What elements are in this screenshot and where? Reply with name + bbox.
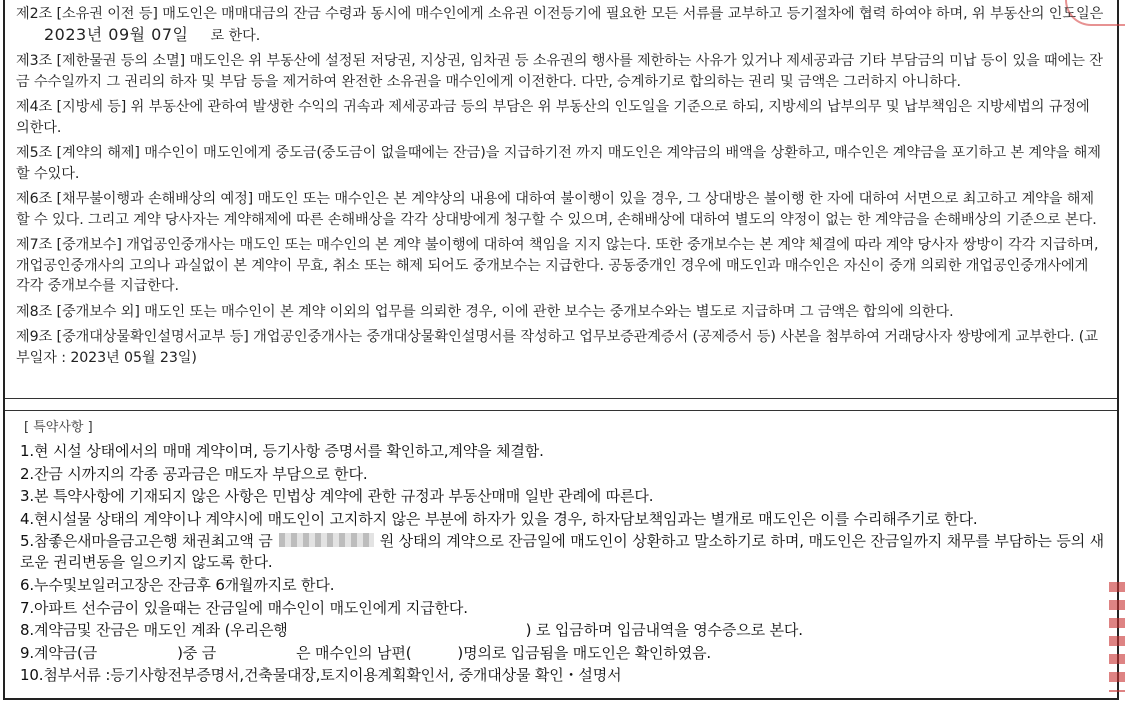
article-5 bbox=[16, 143, 1104, 184]
special-item-8-start: 8.계약금및 잔금은 매도인 계좌 (우리은행 bbox=[20, 621, 288, 640]
special-item-8-end: ) 로 입금하며 입금내역을 영수증으로 본다. bbox=[525, 621, 803, 640]
special-item-1: 1.현 시설 상태에서의 매매 계약이며, 등기사항 증명서를 확인하고,계약을 체결함. bbox=[20, 442, 544, 460]
article-4-head: 제4조 [지방세 등] bbox=[16, 99, 127, 115]
article-6-head: 제6조 [채무불이행과 손해배상의 예정] bbox=[16, 191, 254, 207]
special-item-8 bbox=[20, 620, 1110, 641]
handover-date: 2023년 09월 07일 bbox=[44, 24, 189, 44]
article-2-text-end: 로 한다. bbox=[210, 27, 261, 44]
article-4 bbox=[16, 97, 1104, 138]
article-9-head: 제9조 [중개대상물확인설명서교부 등] bbox=[16, 329, 249, 345]
special-item-7: 7.아파트 선수금이 있을때는 잔금일에 매수인이 매도인에게 지급한다. bbox=[20, 598, 468, 617]
special-item-9-b: )중 금 bbox=[177, 643, 217, 662]
special-item-10: 10.첨부서류 :등기사항전부증명서,건축물대장,토지이용계획확인서, 중개대상물 확인・설명서 bbox=[20, 666, 622, 685]
special-item-5 bbox=[20, 531, 1110, 573]
article-7-head: 제7조 [중개보수] bbox=[16, 237, 122, 253]
special-terms bbox=[20, 416, 1110, 688]
article-2-text: 매도인은 매매대금의 잔금 수령과 동시에 매수인에게 소유권 이전등기에 필요한 모든 서류를 교부하고 등기절차에 협력 하여야 하며, 위 부동산의 인도일은 bbox=[157, 6, 1104, 22]
section-divider-lower bbox=[5, 410, 1117, 411]
article-6-text: 매도인 또는 매수인은 본 계약상의 내용에 대하여 불이행이 있을 경우, 그 상대방은 불이행 한 자에 대하여 서면으로 최고하고 계약을 해제할 수 있다. 그리고 계약 당사자는 계약해제에 따른 손해배상을 각각 상대방에게 청구할 수 있으며, 손해배상에 대하여 별도의 약정이 없는 한 계약금을 손해배상의 기준으로 본다. bbox=[16, 191, 1097, 228]
article-7-text: 개업공인중개사는 매도인 또는 매수인의 본 계약 불이행에 대하여 책임을 지지 않는다. 또한 중개보수는 본 계약 체결에 따라 계약 당사자 쌍방이 각각 지급하며, 개업공인중개사의 고의나 과실없이 본 계약이 무효, 취소 또는 해제 되어도 중개보수는 지급한다. 공동중개인 경우에 매도인과 매수인은 자신이 중개 의뢰한 개업공인중개사에게 각각 중개보수를 지급한다. bbox=[16, 237, 1099, 294]
special-item-2: 2.잔금 시까지의 각종 공과금은 매도자 부담으로 한다. bbox=[20, 464, 368, 483]
special-item-9-a: 9.계약금(금 bbox=[20, 643, 98, 662]
red-seal-stamp-edge bbox=[1109, 582, 1125, 692]
article-9 bbox=[16, 327, 1104, 368]
article-5-text: 매수인이 매도인에게 중도금(중도금이 없을때에는 잔금)을 지급하기전 까지 매도인은 계약금의 배액을 상환하고, 매수인은 계약금을 포기하고 본 계약을 해제할 수있다. bbox=[16, 145, 1101, 182]
special-item-3: 3.본 특약사항에 기재되지 않은 사항은 민법상 계약에 관한 규정과 부동산매매 일반 관례에 따른다. bbox=[20, 487, 654, 506]
article-4-text: 위 부동산에 관하여 발생한 수익의 귀속과 제세공과금 등의 부담은 위 부동산의 인도일을 기준으로 하되, 지방세의 납부의무 및 납부책임은 지방세법의 규정에 의한다. bbox=[16, 99, 1090, 136]
article-8-head: 제8조 [중개보수 외] bbox=[16, 303, 140, 320]
special-item-9-d: )명의로 입금됨을 매도인은 확인하였음. bbox=[457, 643, 712, 662]
contract-articles bbox=[16, 4, 1104, 373]
article-2-head: 제2조 [소유권 이전 등] bbox=[16, 6, 158, 22]
special-item-5-start: 5.참좋은새마을금고은행 채권최고액 금 bbox=[20, 532, 273, 551]
article-3-head: 제3조 [제한물권 등의 소멸] bbox=[16, 53, 186, 69]
section-divider bbox=[5, 398, 1117, 399]
article-8 bbox=[16, 302, 1104, 323]
article-8-text: 매도인 또는 매수인이 본 계약 이외의 업무를 의뢰한 경우, 이에 관한 보수는 중개보수와는 별도로 지급하며 그 금액은 합의에 의한다. bbox=[139, 303, 954, 320]
article-3-text: 매도인은 위 부동산에 설정된 저당권, 지상권, 임차권 등 소유권의 행사를 제한하는 사유가 있거나 제세공과금 기타 부담금의 미납 등이 있을 때에는 잔금 수수일까지 그 권리의 하자 및 부담 등을 제거하여 완전한 소유권을 매수인에게 이전한다. 다만, 승계하기로 합의하는 권리 및 금액은 그러하지 아니하다. bbox=[16, 53, 1103, 90]
special-terms-title: [ 특약사항 ] bbox=[24, 420, 93, 435]
redacted-amount bbox=[279, 533, 374, 547]
article-9-text: 개업공인중개사는 중개대상물확인설명서를 작성하고 업무보증관계증서 (공제증서 등) 사본을 첨부하여 거래당사자 쌍방에게 교부한다. (교부일자 : 2023년 05월 23일) bbox=[16, 329, 1098, 366]
article-3 bbox=[16, 51, 1104, 92]
special-item-5-end: 원 상태의 계약으로 잔금일에 매도인이 상환하고 말소하기로 하며, 매도인은 잔금일까지 채무를 부담하는 등의 새로운 권리변동을 일으키지 않도록 한다. bbox=[20, 532, 1105, 572]
special-item-9-c: 은 매수인의 남편( bbox=[296, 643, 412, 662]
special-item-4: 4.현시설물 상태의 계약이나 계약시에 매도인이 고지하지 않은 부분에 하자가 있을 경우, 하자담보책임과는 별개로 매도인은 이를 수리해주기로 한다. bbox=[20, 509, 978, 528]
special-item-6: 6.누수및보일러고장은 잔금후 6개월까지로 한다. bbox=[20, 575, 335, 594]
article-2 bbox=[16, 4, 1104, 46]
article-5-head: 제5조 [계약의 해제] bbox=[16, 145, 140, 161]
special-item-9 bbox=[20, 643, 1110, 664]
article-7 bbox=[16, 235, 1104, 297]
article-6 bbox=[16, 189, 1104, 230]
